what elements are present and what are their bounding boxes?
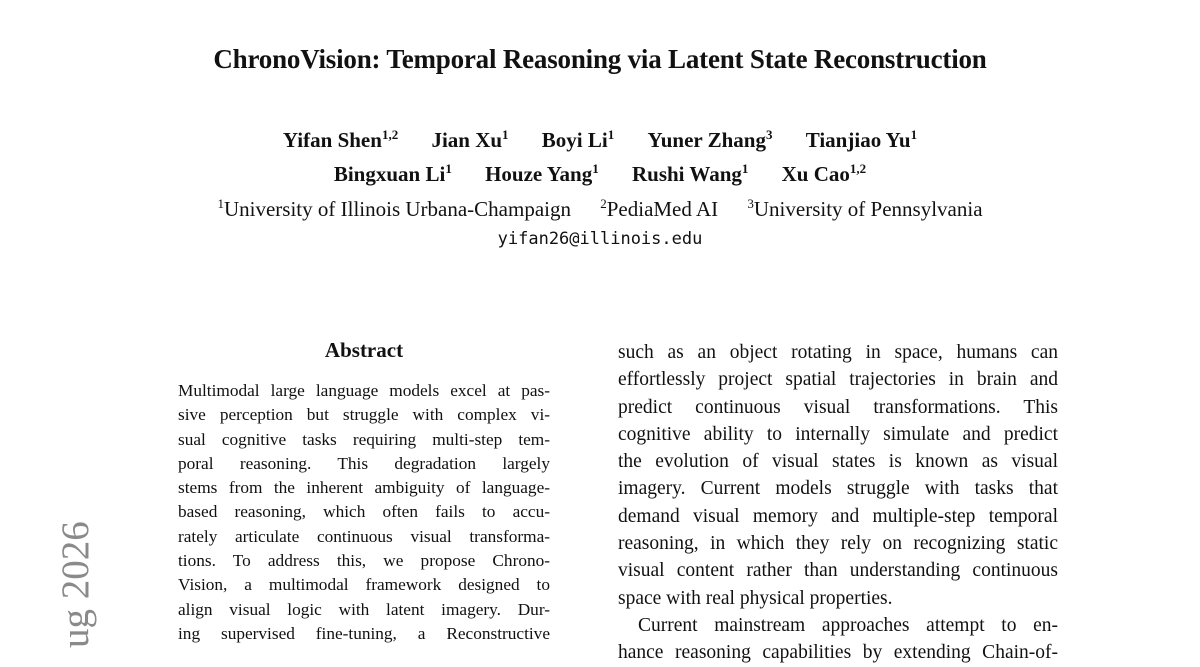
abstract-line: ing supervised fine-tuning, a Reconstructive xyxy=(178,623,550,643)
abstract-line: Vision, a multimodal framework designed to xyxy=(178,575,550,595)
author-list-line-2 xyxy=(0,162,1200,187)
body-line: demand visual memory and multiple-step temporal xyxy=(618,505,1058,527)
body-line: cognitive ability to internally simulate and predict xyxy=(618,423,1058,445)
body-line: space with real physical properties. xyxy=(618,587,893,609)
author: Boyi Li$^1$ xyxy=(541,127,615,152)
abstract-line: sual cognitive tasks requiring multi-step tem- xyxy=(178,429,550,449)
body-line: such as an object rotating in space, humans can xyxy=(618,342,1058,363)
abstract-line: Multimodal large language models excel at pas- xyxy=(178,381,550,400)
affiliation: $^2$PediaMed AI xyxy=(600,196,719,221)
arxiv-margin xyxy=(0,0,100,648)
author: Bingxuan Li$^1$ xyxy=(333,161,452,186)
affiliations xyxy=(0,197,1200,222)
abstract-heading: Abstract xyxy=(324,338,404,362)
body-line: hance reasoning capabilities by extending Chain-of- xyxy=(618,642,1058,664)
paper-title: ChronoVision: Temporal Reasoning via Latent State Reconstruction xyxy=(213,44,987,74)
author: Tianjiao Yu$^1$ xyxy=(805,127,918,152)
abstract-line: based reasoning, which often fails to accu- xyxy=(178,502,550,522)
body-line: effortlessly project spatial trajectories in brain and xyxy=(618,369,1058,391)
affiliation: $^1$University of Illinois Urbana-Champaign xyxy=(217,196,571,221)
abstract-line: poral reasoning. This degradation largely xyxy=(178,453,550,473)
author-list-line-1 xyxy=(0,128,1200,153)
introduction-text xyxy=(618,339,1058,664)
abstract-line: align visual logic with latent imagery. Dur- xyxy=(178,599,550,619)
author: Yifan Shen$^{1,2}$ xyxy=(282,127,399,152)
affiliation: $^3$University of Pennsylvania xyxy=(747,196,983,221)
abstract-line: sive perception but struggle with complex vi- xyxy=(178,405,550,425)
abstract-text xyxy=(178,379,550,648)
author: Yuner Zhang$^3$ xyxy=(647,127,773,152)
author: Rushi Wang$^1$ xyxy=(631,161,749,186)
body-line: predict continuous visual transformations. This xyxy=(618,396,1058,418)
contact-email: yifan26@illinois.edu xyxy=(497,229,703,249)
arxiv-date-stamp: ug 2026 xyxy=(54,521,97,648)
abstract-line: stems from the inherent ambiguity of language- xyxy=(178,478,550,498)
body-line: reasoning, in which they rely on recognizing static xyxy=(618,533,1058,555)
abstract-line: tions. To address this, we propose Chrono- xyxy=(178,551,550,571)
author: Xu Cao$^{1,2}$ xyxy=(781,161,867,186)
body-line: Current mainstream approaches attempt to en- xyxy=(638,614,1058,636)
author: Houze Yang$^1$ xyxy=(485,161,599,186)
body-line: imagery. Current models struggle with tasks that xyxy=(618,478,1058,500)
author: Jian Xu$^1$ xyxy=(431,127,509,152)
body-line: visual content rather than understanding continuous xyxy=(618,560,1058,582)
body-line: the evolution of visual states is known as visual xyxy=(618,451,1058,473)
abstract-line: rately articulate continuous visual transforma- xyxy=(178,526,550,546)
